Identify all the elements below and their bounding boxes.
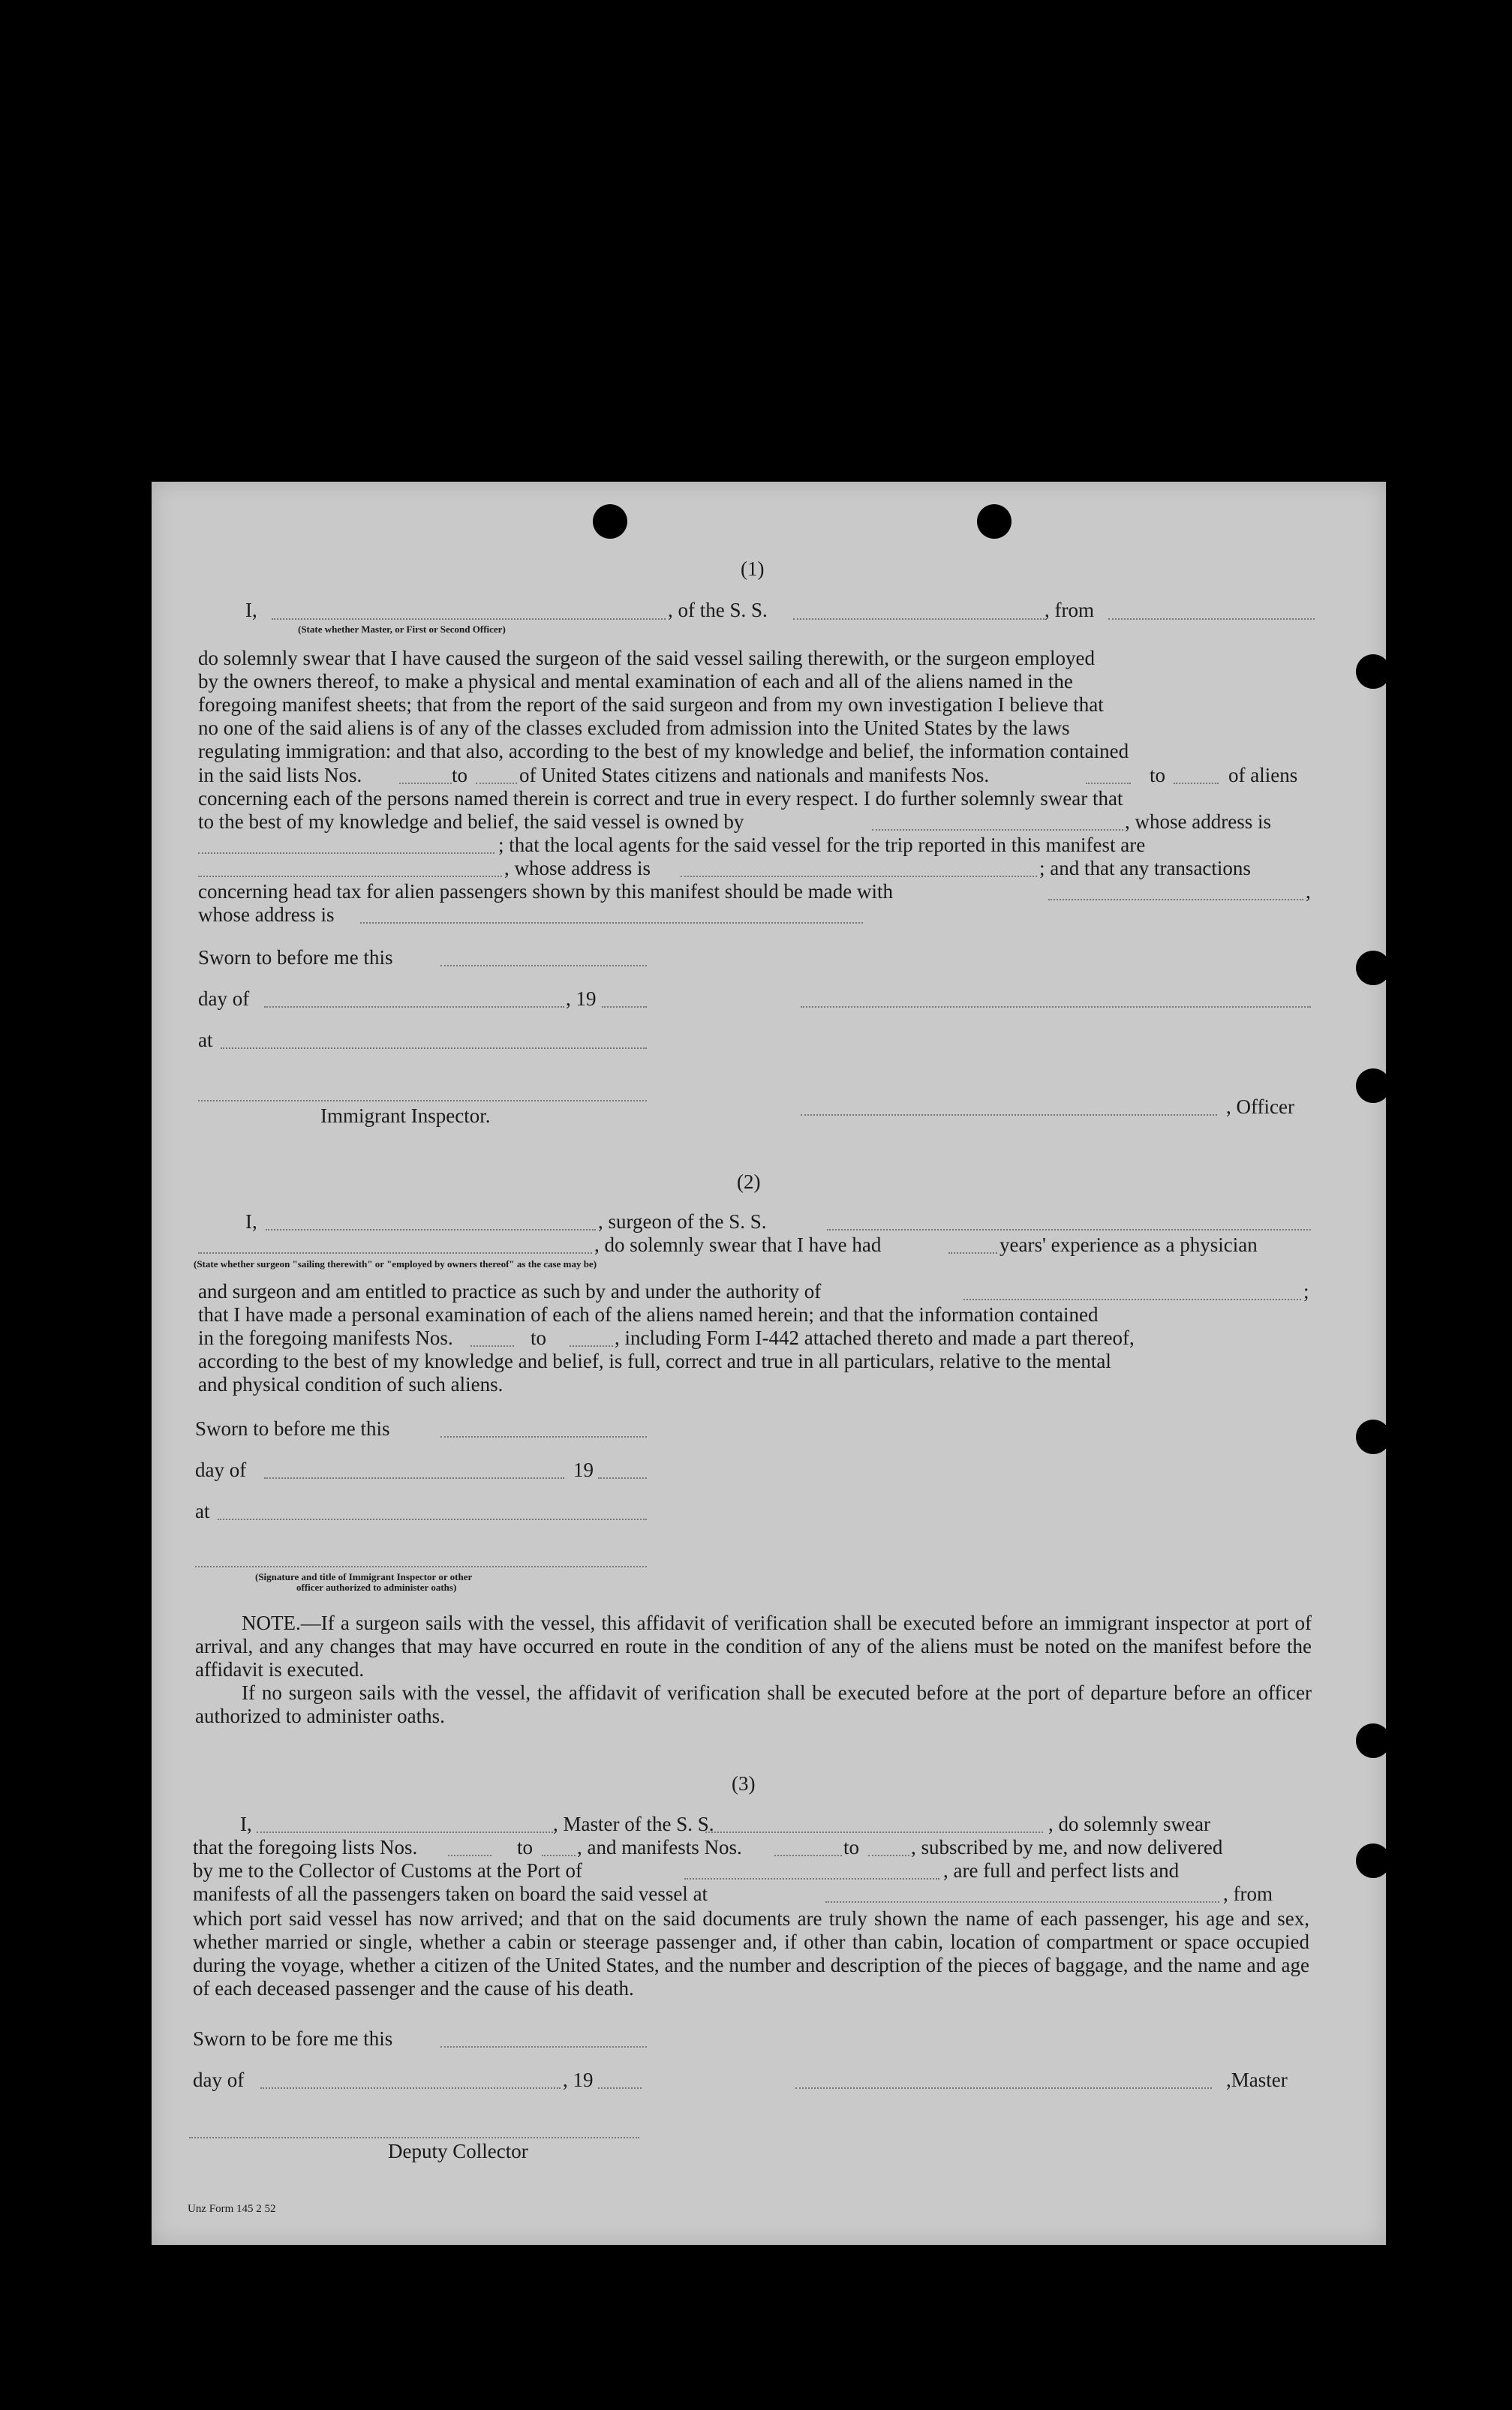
lists-to-line[interactable]: [476, 783, 517, 784]
swear-label: , do solemnly swear: [1048, 1813, 1210, 1835]
vessel-at-label: manifests of all the passengers taken on board the said vessel at: [193, 1883, 708, 1905]
day-of-label: day of: [193, 2069, 245, 2091]
port-label: by me to the Collector of Customs at the Port of: [193, 1859, 582, 1882]
boarding-port-line[interactable]: [825, 1901, 1219, 1903]
deputy-label: Deputy Collector: [388, 2140, 528, 2162]
at-line[interactable]: [218, 1519, 647, 1520]
sworn-label: Sworn to before me this: [195, 1417, 390, 1440]
body-line: that I have made a personal examination of each of the aliens named herein; and that the information contained: [198, 1303, 1099, 1326]
agent-line[interactable]: [198, 876, 502, 877]
address-label: , whose address is: [504, 857, 651, 879]
subscribed-label: , subscribed by me, and now delivered: [911, 1836, 1223, 1859]
day-of-label: day of: [198, 987, 250, 1010]
section3-body: which port said vessel has now arrived; and that on the said documents are truly shown the name of each passenger, his age and sex, whether married or single, whether a cabin or steerage passenger and, if other than cabin, location of compartment or space occupied during the voyage, whether a citizen of the United States, and the number and description of the pieces of baggage, and the name and age of each deceased passenger and the cause of his death.: [193, 1907, 1309, 2000]
to-label: to: [517, 1836, 534, 1859]
signature-line[interactable]: [801, 1006, 1311, 1008]
sworn-label: Sworn to before me this: [198, 946, 393, 969]
sworn-label: Sworn to be fore me this: [193, 2027, 393, 2050]
day-of-label: day of: [195, 1459, 247, 1481]
agent-address-line[interactable]: [681, 876, 1037, 877]
sworn-line[interactable]: [440, 2046, 647, 2048]
punch-hole: [1356, 1844, 1390, 1878]
year-line[interactable]: [598, 2087, 642, 2089]
lists-label: in the said lists Nos.: [198, 764, 362, 786]
year-label: 19: [573, 1459, 594, 1481]
note-paragraph: If no surgeon sails with the vessel, the affidavit of verification shall be executed before at the port of departure before an officer authorized to administer oaths.: [195, 1681, 1312, 1727]
form-label: , including Form I-442 attached thereto and made a part thereof,: [615, 1327, 1135, 1349]
sworn-line[interactable]: [440, 965, 647, 966]
head-tax-label: concerning head tax for alien passengers shown by this manifest should be made with: [198, 880, 894, 903]
surgeon-label: , surgeon of the S. S.: [598, 1210, 767, 1233]
year-line[interactable]: [598, 1477, 647, 1479]
lists-to-line[interactable]: [542, 1855, 576, 1856]
officer-label: , Officer: [1226, 1095, 1294, 1118]
inspector-line[interactable]: [198, 1100, 647, 1101]
lists-label: , are full and perfect lists and: [943, 1859, 1180, 1882]
at-label: at: [198, 1029, 213, 1051]
to-label: to: [1150, 764, 1166, 786]
body-line: concerning each of the persons named therein is correct and true in every respect. I do further solemnly swear that: [198, 787, 1123, 810]
signature-caption: officer authorized to administer oaths): [296, 1582, 457, 1593]
body-line: foregoing manifest sheets; that from the report of the said surgeon and from my own investigation I believe that: [198, 693, 1104, 716]
year-label: , 19: [566, 987, 597, 1010]
surgeon-name-line[interactable]: [266, 1229, 596, 1231]
manifests-label: , and manifests Nos.: [577, 1836, 742, 1859]
punch-hole: [593, 504, 627, 539]
collector-signature-line[interactable]: [189, 2137, 639, 2138]
officer-caption: (State whether Master, or First or Second Officer): [298, 624, 506, 635]
comma: ,: [1306, 880, 1311, 903]
day-line[interactable]: [264, 1006, 564, 1008]
section-number: (2): [737, 1170, 761, 1193]
sworn-line[interactable]: [440, 1436, 647, 1438]
day-line[interactable]: [260, 2087, 561, 2089]
punch-hole: [1356, 951, 1390, 985]
body-line: regulating immigration: and that also, according to the best of my knowledge and belief, the information contained: [198, 740, 1129, 762]
from-port-line[interactable]: [1108, 618, 1315, 620]
manifest-from-line[interactable]: [1086, 783, 1131, 784]
at-line[interactable]: [221, 1047, 647, 1049]
inspector-label: Immigrant Inspector.: [320, 1104, 491, 1127]
section-number: (1): [741, 557, 765, 580]
label-i: I,: [245, 1210, 257, 1233]
body-line: no one of the said aliens is of any of the classes excluded from admission into the United States by the laws: [198, 717, 1070, 739]
manifests-label: in the foregoing manifests Nos.: [198, 1327, 453, 1349]
body-line: by the owners thereof, to make a physical and mental examination of each and all of the aliens named in the: [198, 670, 1073, 693]
manifest-from-line[interactable]: [774, 1855, 842, 1856]
surgeon-type-line[interactable]: [198, 1252, 592, 1254]
semicolon: ;: [1303, 1280, 1309, 1303]
manifest-to-line[interactable]: [868, 1855, 909, 1856]
officer-line[interactable]: [801, 1114, 1217, 1116]
to-label: to: [452, 764, 468, 786]
years-label: years' experience as a physician: [999, 1234, 1258, 1256]
punch-hole: [1356, 1420, 1390, 1454]
to-label: to: [843, 1836, 860, 1859]
master-label: , Master of the S. S.: [553, 1813, 714, 1835]
punch-hole: [1356, 1068, 1390, 1103]
at-label: at: [195, 1500, 210, 1522]
manifest-to-line[interactable]: [570, 1345, 613, 1347]
lists-from-line[interactable]: [399, 783, 452, 784]
section-number: (3): [732, 1772, 756, 1795]
head-tax-line[interactable]: [1048, 899, 1303, 900]
label-i: I,: [245, 599, 257, 621]
signature-line[interactable]: [195, 1566, 647, 1567]
officer-name-line[interactable]: [272, 618, 666, 620]
form-page: [152, 482, 1386, 2245]
label-of-ss: , of the S. S.: [668, 599, 768, 621]
agents-label: ; that the local agents for the said vessel for the trip reported in this manifest are: [498, 834, 1146, 856]
aliens-label: of aliens: [1228, 764, 1298, 786]
manifest-to-line[interactable]: [1174, 783, 1219, 784]
manifest-from-line[interactable]: [470, 1345, 514, 1347]
label-i: I,: [240, 1813, 252, 1835]
body-line: and physical condition of such aliens.: [198, 1373, 503, 1396]
day-line[interactable]: [264, 1477, 564, 1479]
vessel-name-line[interactable]: [705, 1832, 1043, 1833]
punch-hole: [1356, 1723, 1390, 1758]
surgeon-caption: (State whether surgeon "sailing therewith" or "employed by owners thereof" as the case may be): [194, 1258, 597, 1270]
section1-body: [198, 647, 1315, 763]
from-label: , from: [1223, 1883, 1273, 1905]
body-line: do solemnly swear that I have caused the surgeon of the said vessel sailing therewith, or the surgeon employed: [198, 647, 1095, 669]
citizens-label: of United States citizens and nationals and manifests Nos.: [519, 764, 990, 786]
master-label: ,Master: [1226, 2069, 1288, 2091]
note-paragraph: NOTE.—If a surgeon sails with the vessel, this affidavit of verification shall be executed before an immigrant inspector at port of arrival, and any changes that may have occurred en route in the condition of any of the aliens must be noted on the manifest before the affidavit is executed.: [195, 1612, 1312, 1681]
port-line[interactable]: [684, 1878, 939, 1880]
to-label: to: [531, 1327, 547, 1349]
address-label: whose address is: [198, 903, 335, 926]
label-from: , from: [1045, 599, 1094, 621]
head-tax-address-line[interactable]: [360, 922, 863, 924]
lists-label: that the foregoing lists Nos.: [193, 1836, 418, 1859]
lists-from-line[interactable]: [448, 1855, 491, 1856]
form-number: Unz Form 145 2 52: [188, 2203, 276, 2215]
owned-by-label: to the best of my knowledge and belief, the said vessel is owned by: [198, 810, 744, 833]
swear-label: , do solemnly swear that I have had: [594, 1234, 882, 1256]
address-label: , whose address is: [1125, 810, 1271, 833]
master-signature-line[interactable]: [795, 2087, 1212, 2089]
vessel-name-line[interactable]: [793, 618, 1045, 620]
transactions-label: ; and that any transactions: [1039, 857, 1251, 879]
year-line[interactable]: [602, 1006, 647, 1008]
master-name-line[interactable]: [257, 1832, 553, 1833]
signature-caption: (Signature and title of Immigrant Inspector or other: [255, 1571, 473, 1582]
owner-line[interactable]: [872, 829, 1123, 831]
owner-address-line[interactable]: [198, 852, 494, 854]
authority-line[interactable]: [963, 1299, 1301, 1300]
vessel-name-line[interactable]: [827, 1229, 1311, 1231]
punch-hole: [1356, 654, 1390, 689]
year-label: , 19: [563, 2069, 594, 2091]
authority-label: and surgeon and am entitled to practice as such by and under the authority of: [198, 1280, 822, 1303]
punch-hole: [977, 504, 1012, 539]
years-line[interactable]: [948, 1252, 997, 1254]
body-line: according to the best of my knowledge and belief, is full, correct and true in all particulars, relative to the mental: [198, 1350, 1111, 1372]
